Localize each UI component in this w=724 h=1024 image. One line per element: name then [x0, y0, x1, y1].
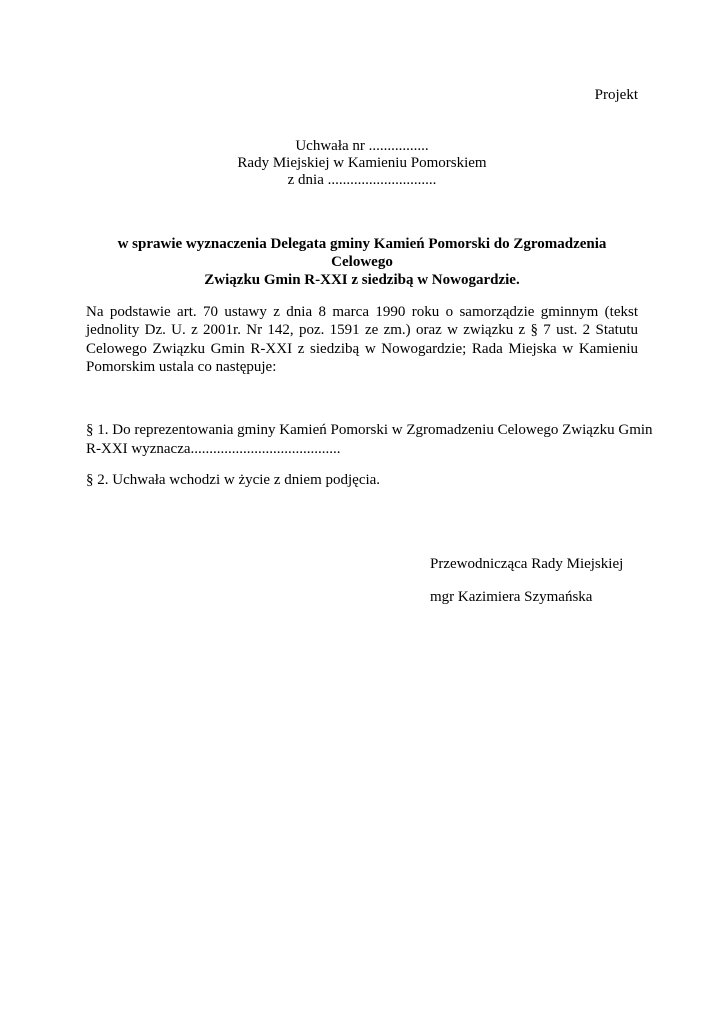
legal-basis-preamble — [86, 303, 638, 376]
signatory-role: Przewodnicząca Rady Miejskiej — [430, 556, 624, 572]
resolution-date: z dnia ............................. — [287, 172, 437, 188]
resolution-number: Uchwała nr ................ — [295, 138, 429, 154]
paragraph-1-line-1: § 1. Do reprezentowania gminy Kamień Pomorski w Zgromadzeniu Celowego Związku Gmin — [86, 422, 653, 438]
resolution-title — [86, 235, 638, 289]
draft-label: Projekt — [594, 87, 638, 103]
preamble-line-2: jednolity Dz. U. z 2001r. Nr 142, poz. 1591 ze zm.) oraz w związku z § 7 ust. 2 Statutu — [86, 322, 638, 339]
preamble-line-1: Na podstawie art. 70 ustawy z dnia 8 marca 1990 roku o samorządzie gminnym (tekst — [86, 304, 638, 320]
issuing-council: Rady Miejskiej w Kamieniu Pomorskiem — [237, 155, 487, 171]
preamble-line-3: Celowego Związku Gmin R-XXI z siedzibą w Nowogardzie; Rada Miejska w Kamieniu — [86, 340, 638, 357]
paragraph-2: § 2. Uchwała wchodzi w życie z dniem podjęcia. — [86, 472, 381, 488]
resolution-title-line-2: Związku Gmin R-XXI z siedzibą w Nowogardzie. — [204, 272, 520, 288]
resolution-title-line-1: w sprawie wyznaczenia Delegata gminy Kamień Pomorski do Zgromadzenia Celowego — [117, 236, 607, 270]
resolution-header — [0, 138, 724, 189]
paragraph-1-line-2: R-XXI wyznacza........................................ — [86, 440, 341, 457]
signatory-name: mgr Kazimiera Szymańska — [430, 589, 593, 605]
preamble-line-4: Pomorskim ustala co następuje: — [86, 358, 277, 375]
paragraph-1 — [86, 421, 653, 458]
